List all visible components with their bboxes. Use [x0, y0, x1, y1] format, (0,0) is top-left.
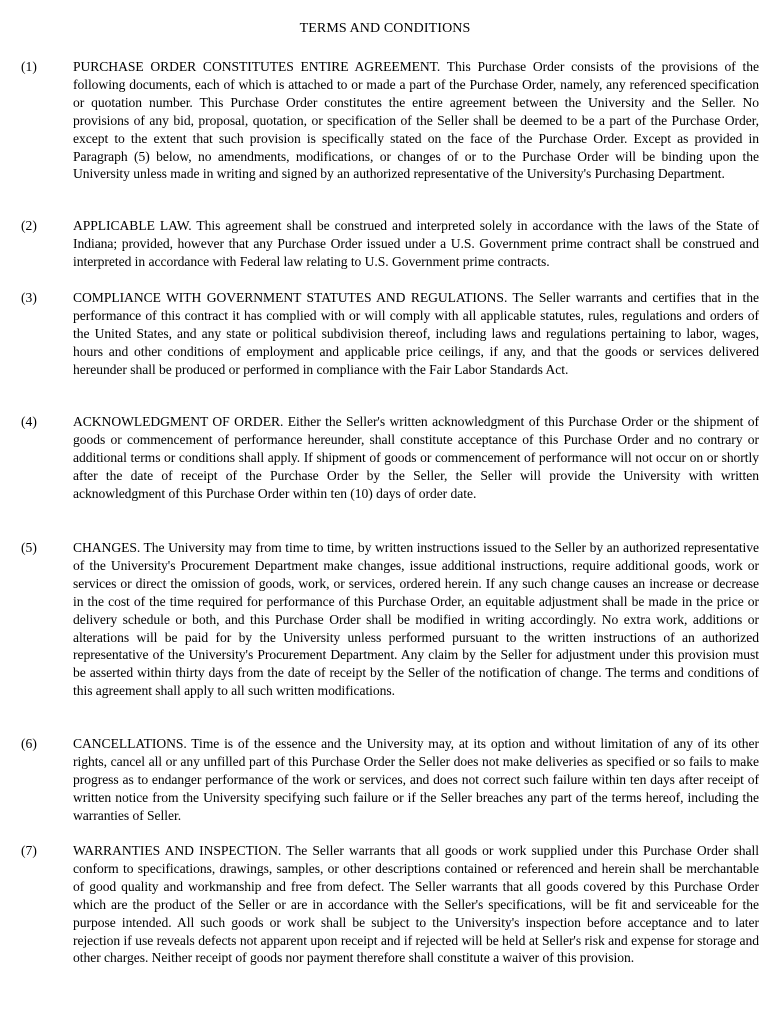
- clause-number: (7): [21, 843, 37, 858]
- clause-text: ACKNOWLEDGMENT OF ORDER. Either the Seller's written acknowledgment of this Purchase Order or the shipment of goods or commencement of performance hereunder, shall constitute acceptance of this Purchase Order and no contrary or additional terms or conditions shall apply. If shipment of goods or commencement of performance will not occur on or shortly after the date of receipt of the Purchase Order by the Seller, the Seller will provide the University with written acknowledgment of this Purchase Order within ten (10) days of order date.: [73, 414, 759, 501]
- document-title: TERMS AND CONDITIONS: [299, 21, 471, 36]
- clause-number: (4): [21, 414, 37, 429]
- clause-text: CHANGES. The University may from time to time, by written instructions issued to the Seller by an authorized representative of the University's Procurement Department make changes, issue additional instructions, require additional goods, work or services or direct the omission of goods, work, or services, ordered herein. If any such change causes an increase or decrease in the cost of the time required for performance of this Purchase Order, an equitable adjustment shall be made in the price or delivery schedule or both, and this Purchase Order shall be modified in writing accordingly. No extra work, additions or alterations will be paid for by the University unless performed pursuant to the written instructions of an authorized representative of the University's Procurement Department. Any claim by the Seller for adjustment under this provision must be asserted within thirty days from the date of receipt by the Seller of the notification of change. The terms and conditions of this agreement shall apply to all such written modifications.: [73, 540, 759, 699]
- clause-text: APPLICABLE LAW. This agreement shall be construed and interpreted solely in accordance with the laws of the State of Indiana; provided, however that any Purchase Order issued under a U.S. Government prime contract shall be construed and interpreted in accordance with Federal law relating to U.S. Government prime contracts.: [73, 218, 759, 269]
- clause-text: COMPLIANCE WITH GOVERNMENT STATUTES AND REGULATIONS. The Seller warrants and certifies that in the performance of this contract it has complied with or will comply with all applicable statutes, rules, regulations and orders of the United States, and any state or political subdivision thereof, including laws and regulations pertaining to labor, wages, hours and other conditions of employment and applicable price ceilings, if any, and that the goods or services delivered hereunder shall be produced or performed in compliance with the Fair Labor Standards Act.: [73, 290, 759, 377]
- clause-number: (3): [21, 290, 37, 305]
- clause-number: (1): [21, 59, 37, 74]
- clause-text: PURCHASE ORDER CONSTITUTES ENTIRE AGREEMENT. This Purchase Order consists of the provisions of the following documents, each of which is attached to or made a part of the Purchase Order, namely, any referenced specification or quotation number. This Purchase Order constitutes the entire agreement between the University and the Seller. No provisions of any bid, proposal, quotation, or specification of the Seller shall be deemed to be a part of the Purchase Order, except to the extent that such provision is specifically stated on the face of the Purchase Order. Except as provided in Paragraph (5) below, no amendments, modifications, or changes of or to the Purchase Order will be binding upon the University unless made in writing and signed by an authorized representative of the University's Purchasing Department.: [73, 59, 759, 182]
- clause-text: WARRANTIES AND INSPECTION. The Seller warrants that all goods or work supplied under this Purchase Order shall conform to specifications, drawings, samples, or other descriptions contained or referenced and herein shall be merchantable of good quality and workmanship and free from defect. The Seller warrants that all goods covered by this Purchase Order which are the product of the Seller or are in accordance with the Seller's specifications, will be fit and serviceable for the purpose intended. All such goods or work shall be subject to the University's inspection before acceptance and to later rejection if use reveals defects not apparent upon receipt and if rejected will be held at Seller's risk and expense for storage and other charges. Neither receipt of goods nor payment therefore shall constitute a waiver of this provision.: [73, 843, 759, 966]
- clause-number: (6): [21, 736, 37, 751]
- clause-number: (2): [21, 218, 37, 233]
- clause-number: (5): [21, 540, 37, 555]
- clause-text: CANCELLATIONS. Time is of the essence and the University may, at its option and without limitation of any of its other rights, cancel all or any unfilled part of this Purchase Order the Seller does not make deliveries as specified or so fails to make progress as to endanger performance of the work or services, and does not correct such failure within ten days after receipt of written notice from the University specifying such failure or if the Seller breaches any part of the terms hereof, including the warranties of Seller.: [73, 736, 759, 823]
